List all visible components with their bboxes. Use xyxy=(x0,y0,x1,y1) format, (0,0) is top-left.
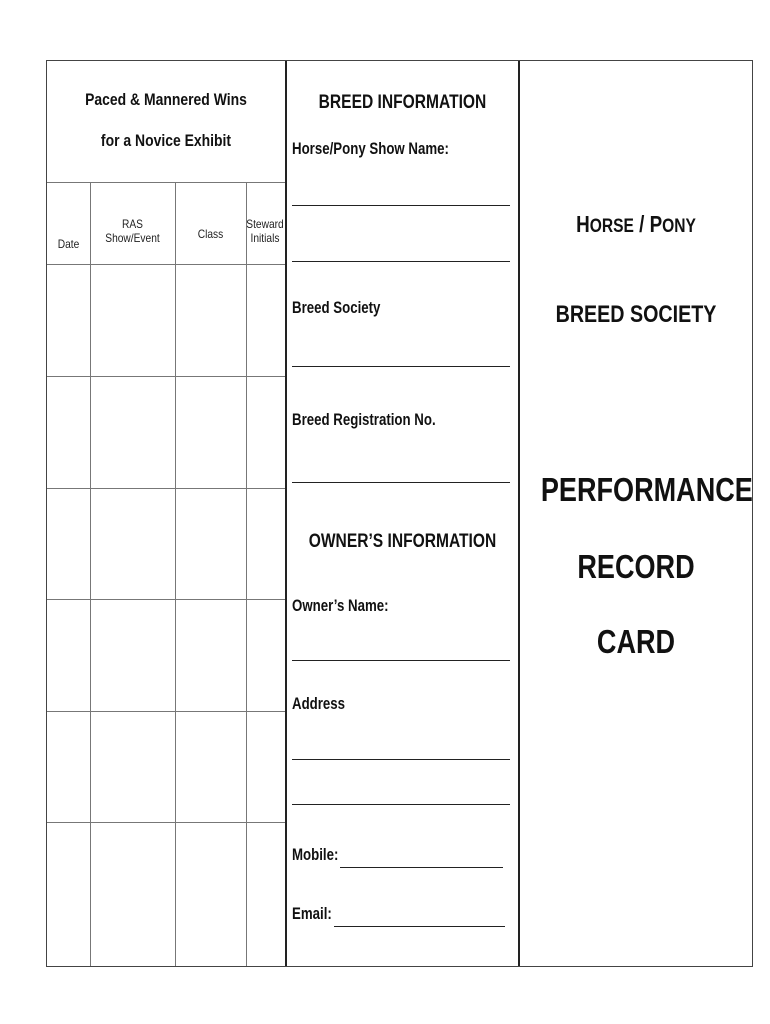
column-header-class: Class xyxy=(197,227,224,241)
table-row-divider xyxy=(47,599,285,600)
owner-information-heading: OWNER’S INFORMATION xyxy=(308,531,497,552)
wins-panel xyxy=(46,61,287,966)
cover-panel xyxy=(520,61,753,966)
owner-name-line[interactable] xyxy=(292,660,510,661)
show-name-line[interactable] xyxy=(292,205,510,206)
information-panel xyxy=(287,61,520,966)
owner-name-label: Owner’s Name: xyxy=(292,596,389,615)
table-row-divider xyxy=(47,711,285,712)
performance-title: PERFORMANCE xyxy=(540,471,753,508)
column-header-date: Date xyxy=(57,237,80,251)
show-name-line[interactable] xyxy=(292,261,510,262)
show-name-label: Horse/Pony Show Name: xyxy=(292,139,449,158)
table-top-border xyxy=(47,182,285,183)
table-row-divider xyxy=(47,488,285,489)
wins-title-line2: for a Novice Exhibit xyxy=(100,131,232,150)
table-row-divider xyxy=(47,376,285,377)
wins-title-line1: Paced & Mannered Wins xyxy=(85,90,247,109)
column-divider xyxy=(175,182,176,966)
wins-title xyxy=(68,79,263,161)
column-divider xyxy=(90,182,91,966)
registration-label: Breed Registration No. xyxy=(292,410,436,429)
table-row-divider xyxy=(47,822,285,823)
breed-society-line[interactable] xyxy=(292,366,510,367)
column-divider xyxy=(246,182,247,966)
email-label: Email: xyxy=(292,904,332,923)
registration-line[interactable] xyxy=(292,482,510,483)
email-line[interactable] xyxy=(334,926,505,927)
record-title: RECORD xyxy=(577,548,695,585)
card-title: CARD xyxy=(596,623,676,660)
address-line[interactable] xyxy=(292,759,510,760)
column-header-ras: RAS Show/Event xyxy=(105,217,160,245)
address-label: Address xyxy=(292,694,346,713)
column-header-steward: Steward Initials xyxy=(246,217,284,245)
breed-society-label: Breed Society xyxy=(292,298,381,317)
address-line[interactable] xyxy=(292,804,510,805)
performance-record-card xyxy=(46,60,753,967)
breed-information-heading: BREED INFORMATION xyxy=(318,92,487,113)
horse-pony-title: HORSE / PONY xyxy=(576,211,696,237)
mobile-line[interactable] xyxy=(340,867,503,868)
header-bottom-border xyxy=(47,264,285,265)
mobile-label: Mobile: xyxy=(292,845,339,864)
breed-society-title: BREED SOCIETY xyxy=(555,301,717,328)
